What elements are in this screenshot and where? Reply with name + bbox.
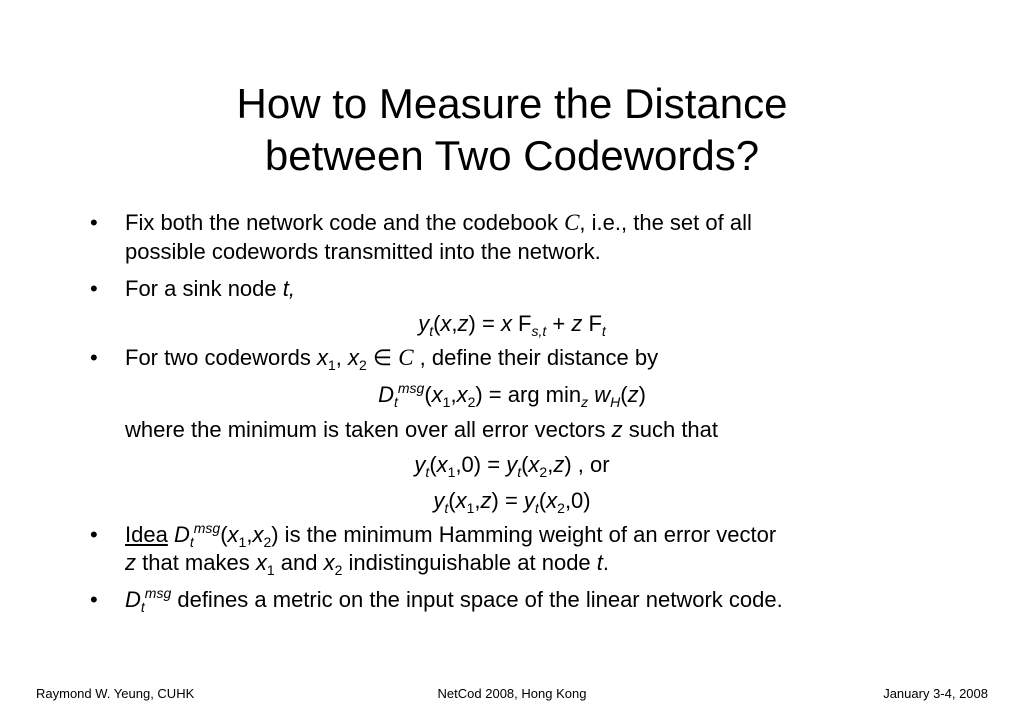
codebook-symbol: C <box>564 210 580 235</box>
bullet-1-line-1: Fix both the network code and the codebook C, i.e., the set of all <box>125 210 752 235</box>
title-line-1: How to Measure the Distance <box>236 80 788 127</box>
footer-date: January 3-4, 2008 <box>883 686 988 701</box>
equation-4: $y_t(x_1,z) = y_t(x_2,0)$ <box>433 488 591 516</box>
equation-3: $y_t(x_1,0) = y_t(x_2,z)$ , or <box>414 452 610 480</box>
footer-author: Raymond W. Yeung, CUHK <box>36 686 195 701</box>
bullet-2-marker: • <box>90 276 98 301</box>
bullet-4-line-1: Idea $D_t^{msg}(x_1,x_2)$ is the minimum Hamming weight of an error vector <box>125 520 777 550</box>
footer-event: NetCod 2008, Hong Kong <box>437 686 587 701</box>
bullet-3-marker: • <box>90 345 98 370</box>
bullet-4-line-2: z that makes $x_1$ and $x_2$ indistinguishable at node t. <box>125 550 610 578</box>
title-line-2: between Two Codewords? <box>264 132 760 179</box>
bullet-5-text: $D_t^{msg}$ defines a metric on the input space of the linear network code. <box>125 585 783 615</box>
bullet-5-marker: • <box>90 587 98 612</box>
where-line: where the minimum is taken over all error vectors z such that <box>125 417 719 442</box>
bullet-2-text: For a sink node t, <box>125 276 295 301</box>
bullet-3-text: For two codewords $x_1$, $x_2$ ∈ C , define their distance by <box>125 345 659 373</box>
equation-2: $D_t^{msg}(x_1,x_2)$ = arg $\min_z w_H(z)$ <box>378 380 646 410</box>
equation-1: $y_t(x,z) = x$ $F_{s,t} + z$ $F_t$ <box>418 311 606 339</box>
slide-title <box>0 78 1024 182</box>
bullet-1-marker: • <box>90 210 98 235</box>
bullet-4-marker: • <box>90 522 98 547</box>
bullet-1-line-2: possible codewords transmitted into the network. <box>125 239 601 264</box>
